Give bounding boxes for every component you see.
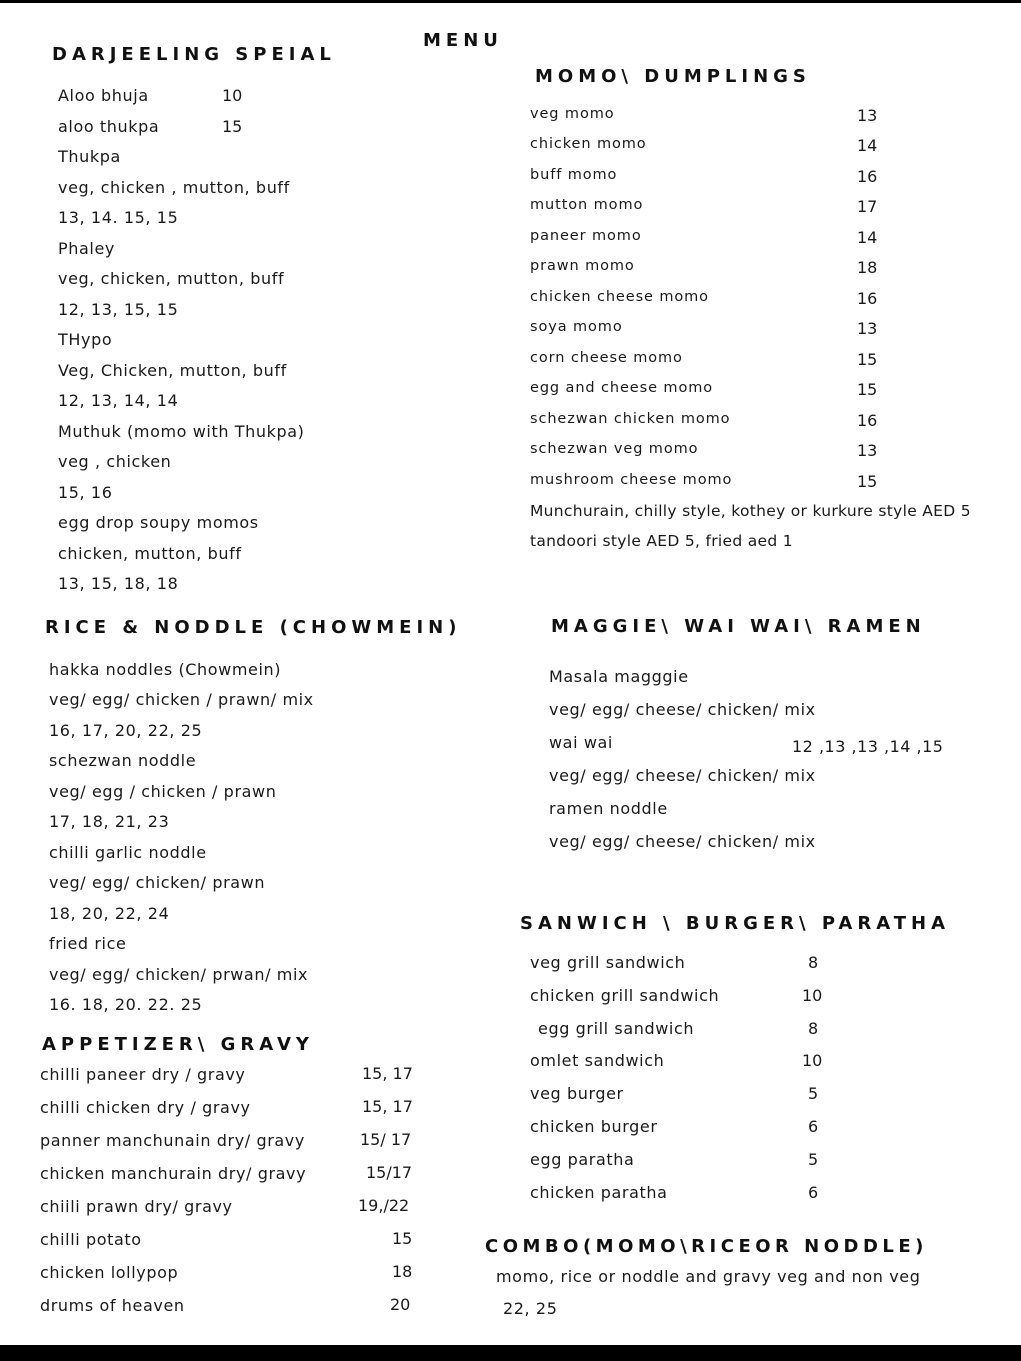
menu-price: 15 — [222, 117, 243, 136]
menu-price: 5 — [808, 1150, 819, 1169]
menu-line: egg drop soupy momos — [58, 513, 259, 532]
bottom-border — [0, 1345, 1021, 1361]
menu-price: 13 — [857, 319, 878, 338]
menu-item-name: chicken cheese momo — [530, 289, 709, 305]
menu-price: 20 — [390, 1295, 411, 1314]
menu-item-name: buff momo — [530, 167, 618, 183]
menu-line: chilli garlic noddle — [49, 843, 207, 862]
menu-price: 15, 17 — [362, 1097, 413, 1116]
menu-item-name: schezwan veg momo — [530, 441, 699, 457]
menu-item-name: chicken grill sandwich — [530, 986, 720, 1005]
menu-line: veg, chicken, mutton, buff — [58, 269, 285, 288]
menu-line: Phaley — [58, 239, 115, 258]
menu-price: 12 ,13 ,13 ,14 ,15 — [792, 737, 944, 756]
menu-line: Masala magggie — [549, 667, 689, 686]
menu-line: Muthuk (momo with Thukpa) — [58, 422, 305, 441]
maggie-heading: MAGGIE\ WAI WAI\ RAMEN — [551, 616, 926, 637]
menu-line: ramen noddle — [549, 799, 668, 818]
menu-line: veg/ egg/ chicken/ prawn — [49, 873, 266, 892]
menu-line: veg , chicken — [58, 452, 172, 471]
menu-line: Aloo bhuja — [58, 86, 149, 105]
menu-price: 14 — [857, 136, 878, 155]
menu-price: 10 — [802, 1051, 823, 1070]
menu-line: veg/ egg/ chicken/ prwan/ mix — [49, 965, 309, 984]
menu-line: Thukpa — [58, 147, 121, 166]
menu-line: 12, 13, 15, 15 — [58, 300, 179, 319]
menu-item-name: mushroom cheese momo — [530, 472, 733, 488]
appetizer-heading: APPETIZER\ GRAVY — [42, 1034, 314, 1055]
menu-item-name: chicken paratha — [530, 1183, 668, 1202]
combo-prices: 22, 25 — [503, 1299, 558, 1318]
top-border — [0, 0, 1021, 3]
menu-price: 15/ 17 — [360, 1130, 412, 1149]
momo-style-note-2: tandoori style AED 5, fried aed 1 — [530, 532, 793, 550]
momo-style-note: Munchurain, chilly style, kothey or kurkure style AED 5 — [530, 502, 971, 520]
menu-price: 18 — [857, 258, 878, 277]
menu-line: Veg, Chicken, mutton, buff — [58, 361, 287, 380]
menu-line: veg/ egg/ cheese/ chicken/ mix — [549, 766, 816, 785]
menu-price: 15 — [857, 380, 878, 399]
menu-price: 5 — [808, 1084, 819, 1103]
menu-price: 8 — [808, 1019, 819, 1038]
menu-line: schezwan noddle — [49, 751, 197, 770]
menu-price: 16 — [857, 167, 878, 186]
menu-line: aloo thukpa — [58, 117, 160, 136]
menu-line: veg/ egg/ cheese/ chicken/ mix — [549, 832, 816, 851]
menu-item-name: soya momo — [530, 319, 623, 335]
menu-item-name: chicken burger — [530, 1117, 658, 1136]
menu-line: veg/ egg/ cheese/ chicken/ mix — [549, 700, 816, 719]
menu-price: 17 — [857, 197, 878, 216]
menu-title: MENU — [423, 30, 503, 51]
menu-item-name: egg paratha — [530, 1150, 635, 1169]
menu-item-name: chicken lollypop — [40, 1263, 179, 1282]
menu-item-name: veg grill sandwich — [530, 953, 686, 972]
menu-item-name: egg and cheese momo — [530, 380, 714, 396]
menu-item-name: panner manchunain dry/ gravy — [40, 1131, 305, 1150]
menu-line: wai wai — [549, 733, 613, 752]
menu-item-name: omlet sandwich — [530, 1051, 665, 1070]
darjeeling-heading: DARJEELING SPEIAL — [52, 44, 336, 65]
menu-price: 14 — [857, 228, 878, 247]
menu-item-name: paneer momo — [530, 228, 642, 244]
menu-price: 13 — [857, 441, 878, 460]
menu-item-name: chilli chicken dry / gravy — [40, 1098, 251, 1117]
menu-price: 15, 17 — [362, 1064, 413, 1083]
menu-line: chicken, mutton, buff — [58, 544, 242, 563]
menu-line: THypo — [58, 330, 113, 349]
menu-item-name: veg burger — [530, 1084, 624, 1103]
menu-price: 15 — [857, 350, 878, 369]
menu-item-name: chicken momo — [530, 136, 647, 152]
menu-item-name: chilli paneer dry / gravy — [40, 1065, 246, 1084]
menu-item-name: chilli potato — [40, 1230, 142, 1249]
menu-price: 13 — [857, 106, 878, 125]
combo-heading: COMBO(MOMO\RICEOR NODDLE) — [485, 1236, 928, 1257]
menu-line: fried rice — [49, 934, 127, 953]
menu-price: 15/17 — [366, 1163, 413, 1182]
menu-price: 8 — [808, 953, 819, 972]
menu-price: 16 — [857, 411, 878, 430]
combo-description: momo, rice or noddle and gravy veg and non veg — [496, 1267, 921, 1286]
menu-price: 19,/22 — [358, 1196, 410, 1215]
menu-price: 18 — [392, 1262, 413, 1281]
menu-line: 13, 14. 15, 15 — [58, 208, 179, 227]
momo-heading: MOMO\ DUMPLINGS — [535, 66, 811, 87]
menu-price: 10 — [222, 86, 243, 105]
menu-item-name: mutton momo — [530, 197, 644, 213]
menu-line: 15, 16 — [58, 483, 113, 502]
menu-line: veg, chicken , mutton, buff — [58, 178, 290, 197]
menu-line: 17, 18, 21, 23 — [49, 812, 170, 831]
menu-item-name: veg momo — [530, 106, 615, 122]
menu-line: hakka noddles (Chowmein) — [49, 660, 282, 679]
menu-item-name: prawn momo — [530, 258, 635, 274]
menu-line: veg/ egg / chicken / prawn — [49, 782, 277, 801]
rice-noddle-heading: RICE & NODDLE (CHOWMEIN) — [45, 617, 462, 638]
sandwich-heading: SANWICH \ BURGER\ PARATHA — [520, 913, 950, 934]
menu-line: 16. 18, 20. 22. 25 — [49, 995, 203, 1014]
menu-price: 15 — [857, 472, 878, 491]
menu-item-name: corn cheese momo — [530, 350, 683, 366]
menu-price: 15 — [392, 1229, 413, 1248]
menu-line: 12, 13, 14, 14 — [58, 391, 179, 410]
menu-item-name: chiili prawn dry/ gravy — [40, 1197, 233, 1216]
menu-price: 10 — [802, 986, 823, 1005]
menu-item-name: chicken manchurain dry/ gravy — [40, 1164, 307, 1183]
menu-line: 13, 15, 18, 18 — [58, 574, 179, 593]
menu-item-name: egg grill sandwich — [538, 1019, 695, 1038]
menu-price: 6 — [808, 1117, 819, 1136]
menu-item-name: schezwan chicken momo — [530, 411, 731, 427]
menu-price: 16 — [857, 289, 878, 308]
menu-item-name: drums of heaven — [40, 1296, 185, 1315]
menu-price: 6 — [808, 1183, 819, 1202]
menu-line: veg/ egg/ chicken / prawn/ mix — [49, 690, 314, 709]
menu-line: 16, 17, 20, 22, 25 — [49, 721, 203, 740]
menu-line: 18, 20, 22, 24 — [49, 904, 170, 923]
